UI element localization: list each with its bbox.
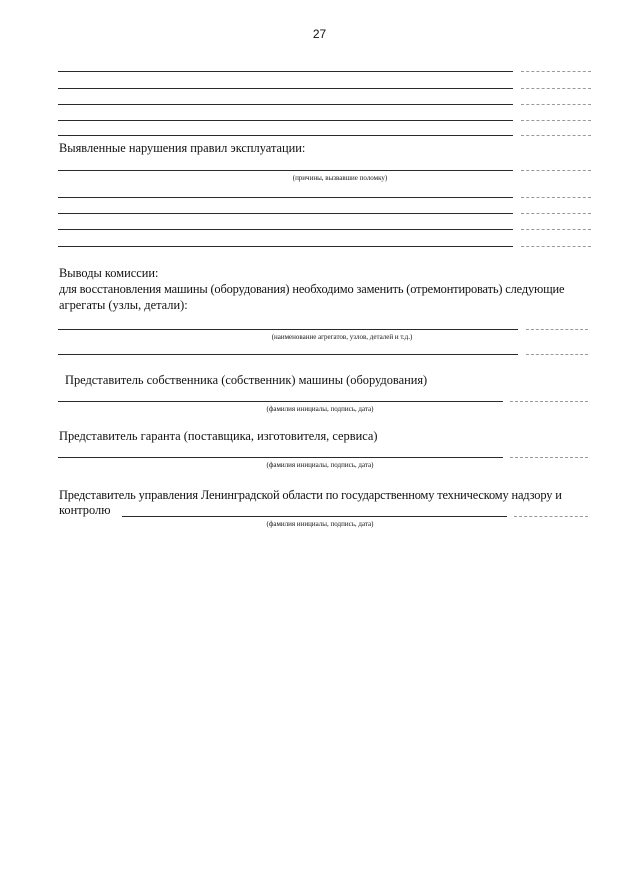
ruled-line-tail (514, 516, 588, 517)
ruled-line-tail (521, 135, 591, 136)
ruled-line-tail (521, 88, 591, 89)
supervision-rep-label-line2: контролю (59, 503, 111, 517)
violations-caption: (причины, вызвавшие поломку) (292, 174, 388, 182)
violations-label: Выявленные нарушения правил эксплуатации: (59, 141, 306, 155)
conclusions-line-2 (58, 354, 518, 355)
supervision-rep-caption: (фамилия инициалы, подпись, дата) (266, 520, 374, 528)
ruled-line-tail (521, 229, 591, 230)
guarantor-rep-label: Представитель гаранта (поставщика, изготовителя, сервиса) (59, 429, 378, 443)
conclusions-line (58, 329, 518, 330)
ruled-line (58, 88, 513, 89)
ruled-line (58, 213, 513, 214)
ruled-line-tail (521, 71, 591, 72)
page-number: 27 (312, 27, 327, 41)
ruled-line-tail (521, 170, 591, 171)
violations-line (58, 170, 513, 171)
ruled-line (58, 104, 513, 105)
ruled-line (58, 120, 513, 121)
ruled-line-tail (526, 329, 588, 330)
owner-rep-label: Представитель собственника (собственник) машины (оборудования) (65, 373, 428, 387)
owner-rep-signature-line (58, 401, 503, 402)
conclusions-heading: Выводы комиссии: (59, 266, 159, 280)
conclusions-body-line1: для восстановления машины (оборудования) необходимо заменить (отремонтировать) следующие (59, 282, 565, 296)
ruled-line-tail (521, 120, 591, 121)
ruled-line (58, 246, 513, 247)
ruled-line-tail (521, 104, 591, 105)
conclusions-body-line2: агрегаты (узлы, детали): (59, 298, 188, 312)
ruled-line (58, 229, 513, 230)
supervision-rep-label-line1: Представитель управления Ленинградской области по государственному техническому надзору и (59, 488, 562, 502)
ruled-line (58, 71, 513, 72)
supervision-rep-signature-line (122, 516, 507, 517)
ruled-line-tail (526, 354, 588, 355)
conclusions-caption: (наименование агрегатов, узлов, деталей и т.д.) (271, 333, 413, 341)
ruled-line-tail (521, 213, 591, 214)
ruled-line-tail (510, 457, 588, 458)
ruled-line (58, 197, 513, 198)
ruled-line-tail (510, 401, 588, 402)
ruled-line-tail (521, 197, 591, 198)
ruled-line-tail (521, 246, 591, 247)
guarantor-rep-caption: (фамилия инициалы, подпись, дата) (266, 461, 374, 469)
owner-rep-caption: (фамилия инициалы, подпись, дата) (266, 405, 374, 413)
guarantor-rep-signature-line (58, 457, 503, 458)
ruled-line (58, 135, 513, 136)
